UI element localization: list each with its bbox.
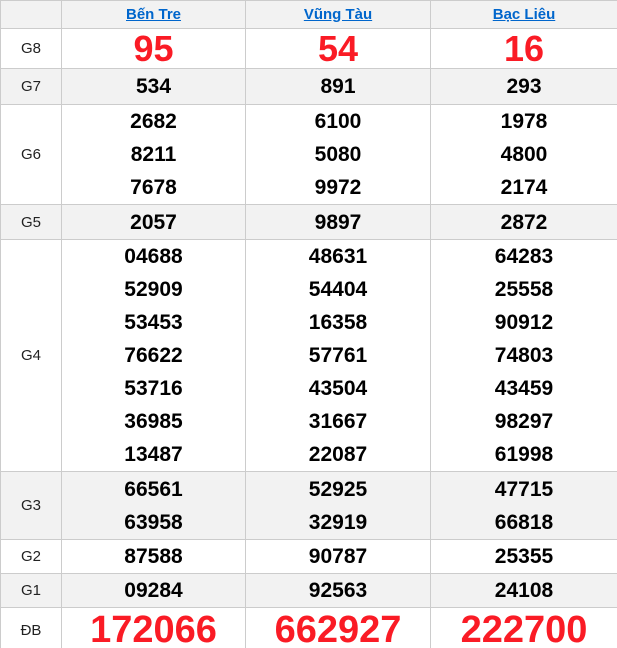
prize-row-g2 (1, 540, 617, 574)
result-number: 66561 (124, 477, 183, 501)
result-cell (246, 105, 431, 205)
result-number: 53453 (124, 311, 183, 334)
corner-cell (1, 1, 62, 29)
prize-label: G5 (1, 205, 62, 240)
result-number: 24108 (494, 579, 554, 602)
result-cell (246, 69, 431, 105)
prize-label: G8 (1, 29, 62, 69)
result-number: 32919 (308, 510, 368, 534)
result-number: 22087 (308, 443, 368, 466)
prize-row-g4 (1, 240, 617, 472)
result-cell (62, 574, 246, 608)
prize-label: ĐB (1, 608, 62, 648)
result-cell (246, 472, 431, 540)
prize-label: G2 (1, 540, 62, 574)
result-number: 61998 (494, 443, 554, 466)
result-cell (62, 29, 246, 69)
result-cell (431, 105, 617, 205)
result-number: 31667 (308, 410, 368, 433)
result-number: 16 (503, 28, 545, 69)
result-number: 95 (133, 28, 174, 69)
result-number: 98297 (494, 410, 554, 433)
result-number: 53716 (124, 377, 183, 400)
result-number: 90912 (494, 311, 554, 334)
result-number: 36985 (124, 410, 183, 433)
result-cell (431, 205, 617, 240)
result-number: 6100 (314, 110, 362, 133)
prize-row-g5 (1, 205, 617, 240)
result-number: 7678 (130, 176, 177, 199)
result-number: 64283 (494, 245, 554, 268)
result-number: 4800 (500, 143, 548, 166)
result-cell (431, 472, 617, 540)
prize-label: G7 (1, 69, 62, 105)
result-number: 43459 (494, 377, 554, 400)
result-number: 1978 (500, 110, 548, 133)
province-link-ben-tre[interactable]: Bến Tre (125, 5, 182, 23)
result-number: 2872 (500, 210, 548, 234)
result-cell (62, 472, 246, 540)
result-number: 57761 (308, 344, 368, 367)
result-number: 52909 (124, 278, 183, 301)
result-number: 8211 (130, 143, 177, 166)
result-number: 2682 (130, 110, 177, 133)
result-cell (431, 574, 617, 608)
prize-label: G6 (1, 105, 62, 205)
result-cell (246, 29, 431, 69)
result-cell (431, 69, 617, 105)
result-number: 66818 (494, 510, 554, 534)
result-cell (62, 540, 246, 574)
result-cell (62, 105, 246, 205)
column-header-bac-lieu (431, 1, 617, 29)
result-number: 222700 (460, 609, 588, 648)
header-row (1, 1, 617, 29)
result-number: 293 (506, 75, 542, 98)
prize-label: G1 (1, 574, 62, 608)
prize-row-g8 (1, 29, 617, 69)
result-number: 2174 (500, 176, 548, 199)
result-cell (246, 608, 431, 648)
result-number: 43504 (308, 377, 368, 400)
prize-label: G3 (1, 472, 62, 540)
prize-row-g7 (1, 69, 617, 105)
result-number: 534 (135, 75, 172, 98)
result-number: 48631 (308, 245, 368, 268)
result-number: 04688 (124, 245, 183, 268)
result-number: 16358 (308, 311, 368, 334)
province-link-vung-tau[interactable]: Vũng Tàu (303, 5, 373, 23)
result-cell (431, 240, 617, 472)
result-cell (246, 240, 431, 472)
result-cell (431, 540, 617, 574)
result-cell (62, 608, 246, 648)
result-number: 76622 (124, 344, 183, 367)
result-number: 47715 (494, 477, 554, 501)
result-number: 54404 (308, 278, 368, 301)
result-number: 9972 (314, 176, 362, 199)
prize-label: G4 (1, 240, 62, 472)
result-number: 09284 (124, 579, 183, 602)
result-number: 662927 (274, 609, 402, 648)
result-cell (246, 540, 431, 574)
column-header-ben-tre (62, 1, 246, 29)
result-number: 891 (320, 75, 356, 98)
province-link-bac-lieu[interactable]: Bạc Liêu (492, 5, 556, 23)
result-number: 13487 (124, 443, 183, 466)
result-cell (62, 205, 246, 240)
result-number: 25558 (494, 278, 554, 301)
result-cell (62, 69, 246, 105)
result-number: 92563 (308, 579, 368, 602)
column-header-vung-tau (246, 1, 431, 29)
result-number: 63958 (124, 510, 183, 534)
result-number: 25355 (494, 545, 554, 568)
result-cell (431, 608, 617, 648)
prize-row-g1 (1, 574, 617, 608)
result-cell (431, 29, 617, 69)
result-number: 54 (317, 28, 359, 69)
prize-row-db (1, 608, 617, 648)
result-cell (62, 240, 246, 472)
result-number: 52925 (308, 477, 368, 501)
result-number: 5080 (314, 143, 362, 166)
result-number: 2057 (130, 210, 177, 234)
result-cell (246, 574, 431, 608)
result-cell (246, 205, 431, 240)
result-number: 90787 (308, 545, 368, 568)
result-number: 172066 (90, 609, 217, 648)
result-number: 87588 (124, 545, 183, 568)
result-number: 74803 (494, 344, 554, 367)
prize-row-g6 (1, 105, 617, 205)
prize-row-g3 (1, 472, 617, 540)
result-number: 9897 (314, 210, 362, 234)
